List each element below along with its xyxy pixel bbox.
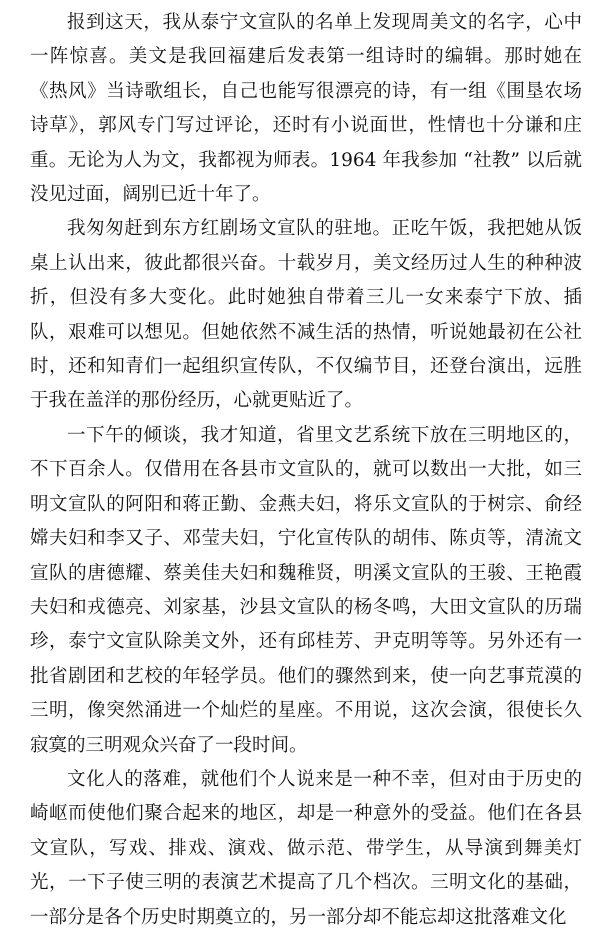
body-text bbox=[30, 6, 582, 935]
paragraph-1: 报到这天，我从泰宁文宣队的名单上发现周美文的名字，心中一阵惊喜。美文是我回福建后发表第一组诗时的编辑。那时她在《热风》当诗歌组长，自己也能写很漂亮的诗，有一组《围垦农场诗草》，郭风专门写过评论，还时有小说面世，性情也十分谦和庄重。无论为人为文，我都视为师表。1964 年我参加 “社教” 以后就没见过面，阔别已近十年了。 bbox=[30, 12, 582, 206]
paragraph-4: 文化人的落难，就他们个人说来是一种不幸，但对由于历史的崎岖而使他们聚合起来的地区，却是一种意外的受益。他们在各县文宣队，写戏、排戏、演戏、做示范、带学生，从导演到舞美灯光，一下子使三明的表演艺术提高了几个档次。三明文化的基础，一部分是各个历史时期奠立的，另一部分却不能忘却这批落难文化 bbox=[30, 768, 582, 928]
paragraph-3: 一下午的倾谈，我才知道，省里文艺系统下放在三明地区的，不下百余人。仅借用在各县市文宣队的，就可以数出一大批，如三明文宣队的阿阳和蒋正勤、金燕夫妇，将乐文宣队的于树宗、俞经嫦夫妇和李又子、邓莹夫妇，宁化宣传队的胡伟、陈贞等，清流文宣队的唐德耀、蔡美佳夫妇和魏稚贤，明溪文宣队的王骏、王艳霞夫妇和戎德亮、刘家基，沙县文宣队的杨冬鸣，大田文宣队的历瑞珍，泰宁文宣队除美文外，还有邱桂芳、尹克明等等。另外还有一批省剧团和艺校的年轻学员。他们的骤然到来，使一向艺事荒漠的三明，像突然涌进一个灿烂的星座。不用说，这次会演，很使长久寂寞的三明观众兴奋了一段时间。 bbox=[30, 424, 582, 756]
paragraph-2: 我匆匆赶到东方红剧场文宣队的驻地。正吃午饭，我把她从饭桌上认出来，彼此都很兴奋。十载岁月，美文经历过人生的种种波折，但没有多大变化。此时她独自带着三儿一女来泰宁下放、插队，艰难可以想见。但她依然不减生活的热情，听说她最初在公社时，还和知青们一起组织宣传队，不仅编节目，还登台演出，远胜于我在盖洋的那份经历，心就更贴近了。 bbox=[30, 218, 582, 412]
